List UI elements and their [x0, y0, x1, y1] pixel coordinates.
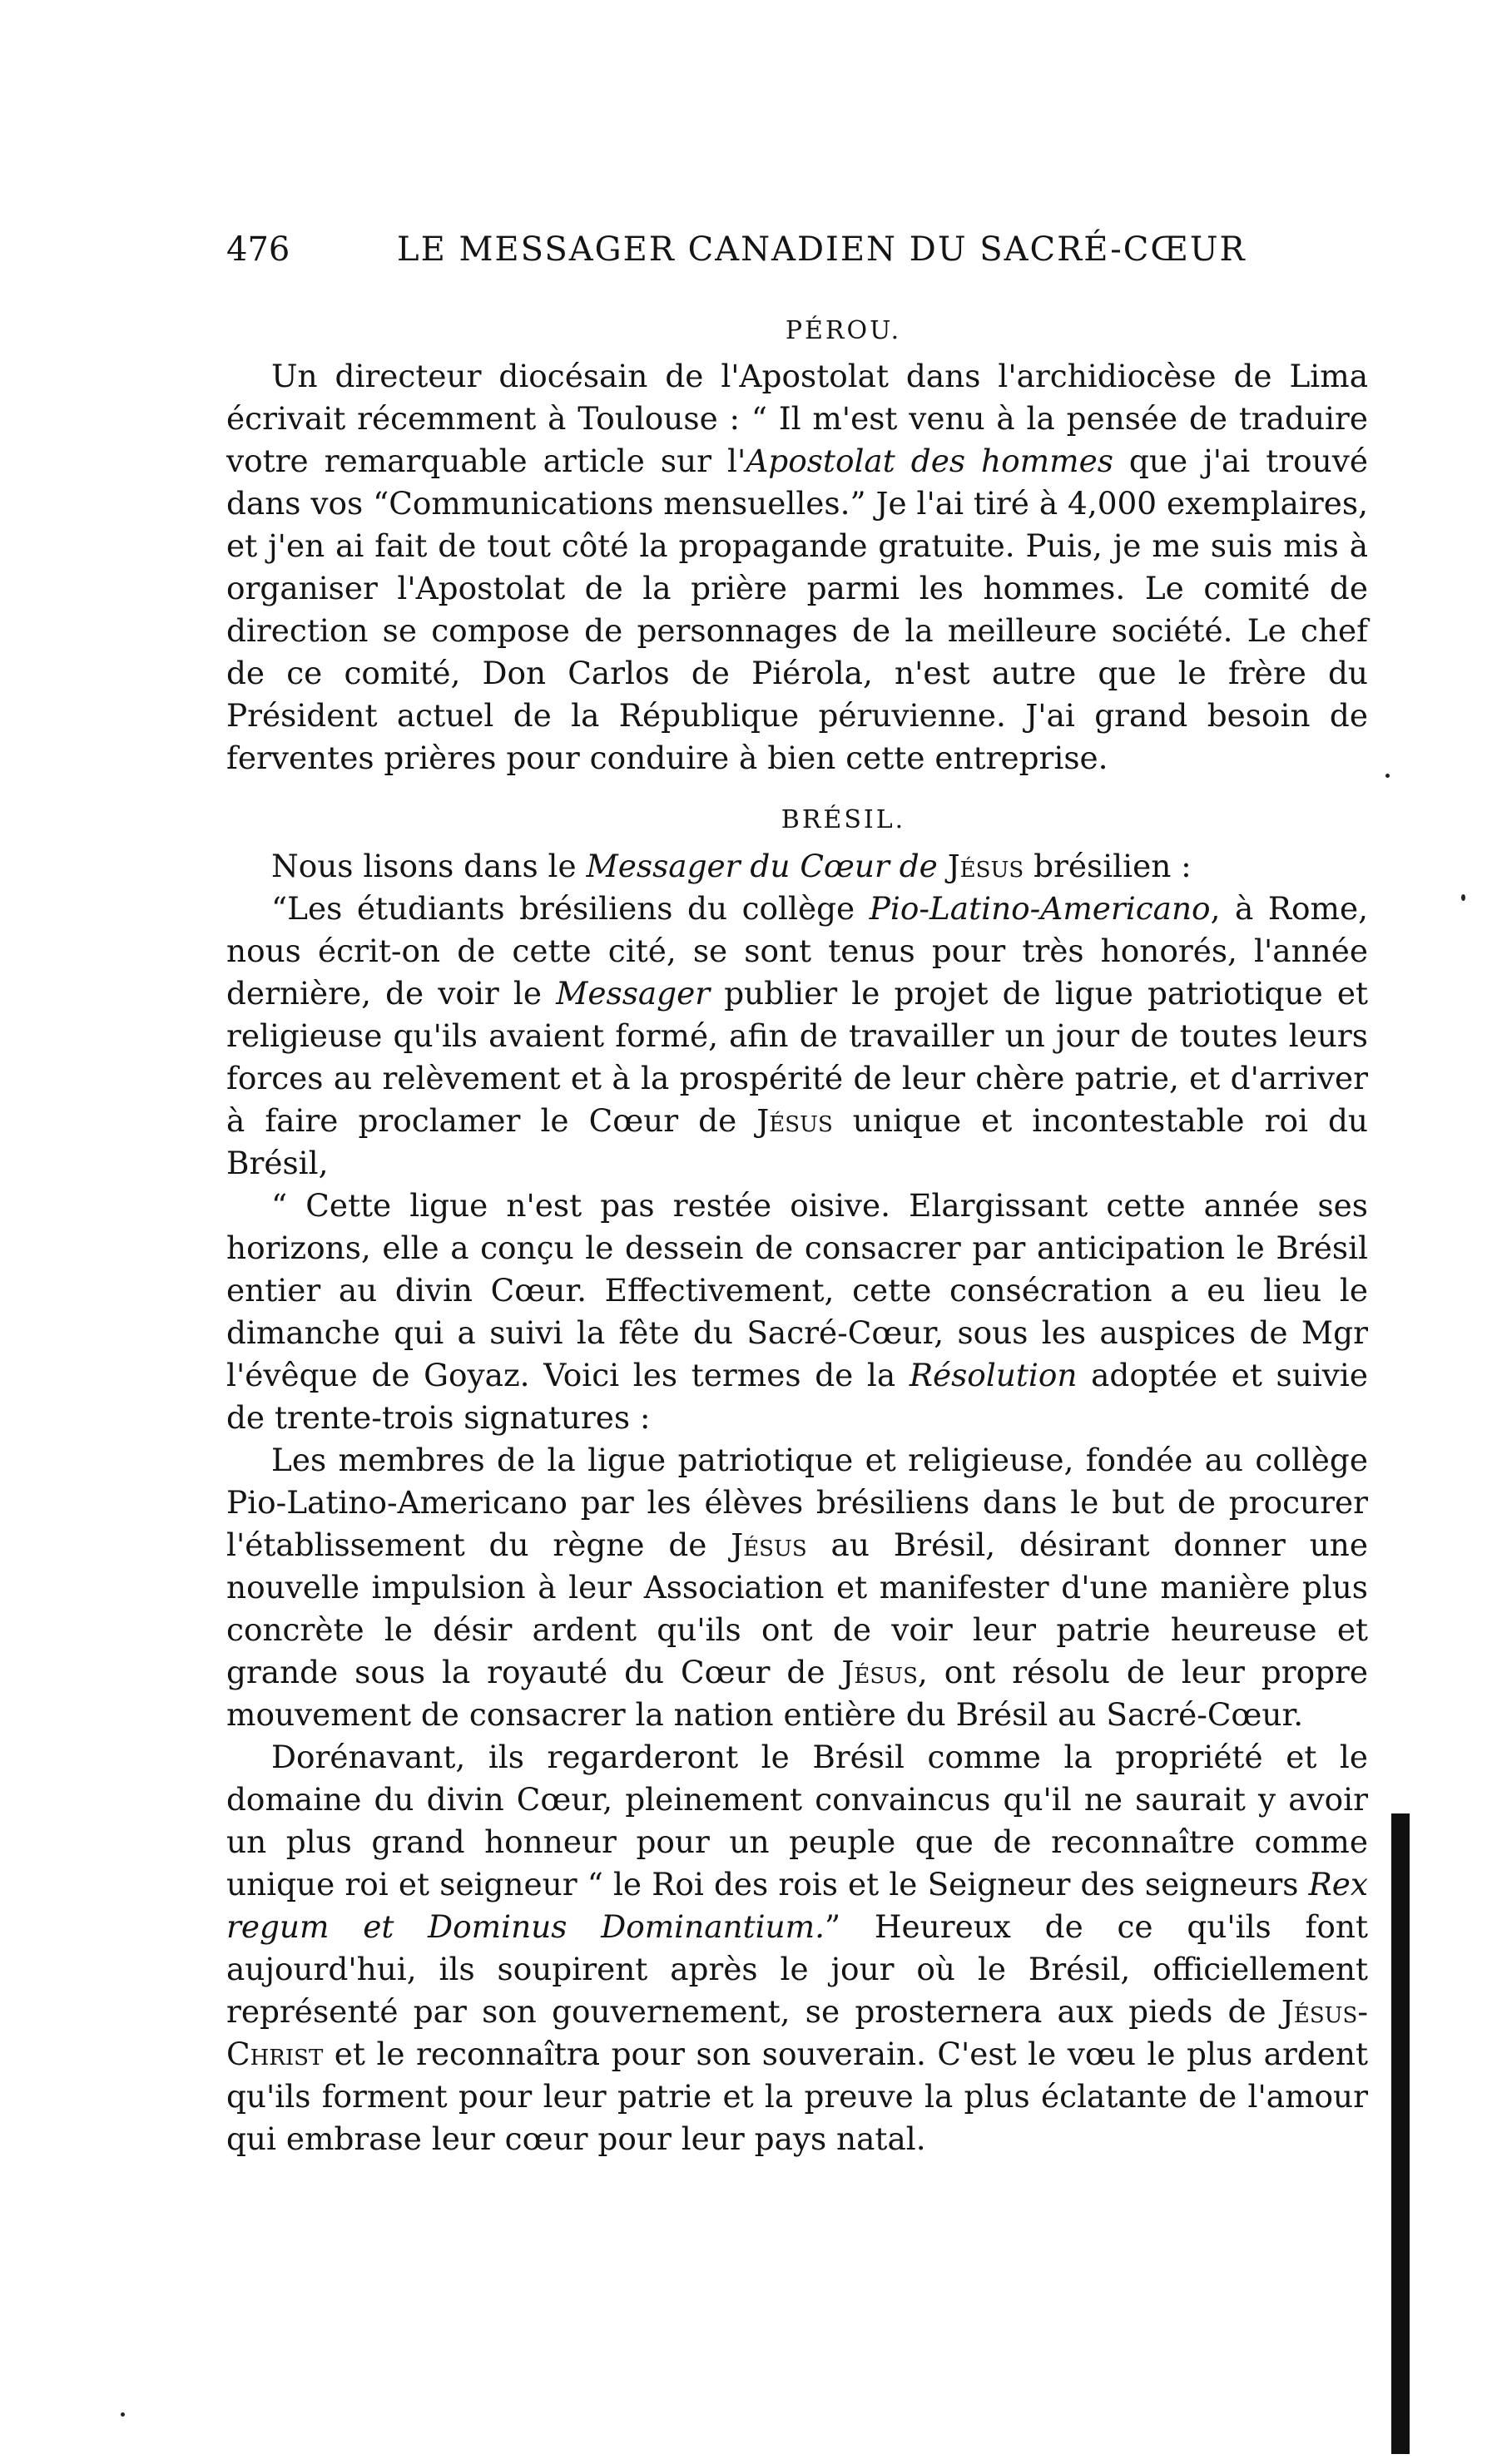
page-number: 476: [226, 230, 290, 269]
running-title: LE MESSAGER CANADIEN DU SACRÉ-CŒUR: [397, 230, 1247, 269]
section-title-bresil: BRÉSIL.: [781, 805, 906, 834]
paragraph: “Les étudiants brésiliens du collège Pio-Latino-Americano, à Rome, nous écrit-on de cette cité, se sont tenus pour très honorés, l'année dernière, de voir le Messager publier le projet de ligue patriotique et religieuse qu'ils avaient formé, afin de travailler un jour de toutes leurs forces au relèvement et à la prospérité de leur chère patrie, et d'arriver à faire proclamer le Cœur de Jésus unique et incontestable roi du Brésil,: [226, 890, 1368, 1181]
paragraph: “ Cette ligue n'est pas restée oisive. Elargissant cette année ses horizons, elle a conçu le dessein de consacrer par anticipation le Brésil entier au divin Cœur. Effectivement, cette consécration a eu lieu le dimanche qui a suivi la fête du Sacré-Cœur, sous les auspices de Mgr l'évêque de Goyaz. Voici les termes de la Résolution adoptée et suivie de trente-trois signatures :: [226, 1187, 1368, 1436]
paragraph: Les membres de la ligue patriotique et religieuse, fondée au collège Pio-Latino-Americano par les élèves brésiliens dans le but de procurer l'établissement du règne de Jésus au Brésil, désirant donner une nouvelle impulsion à leur Association et manifester d'une manière plus concrète le désir ardent qu'ils ont de voir leur patrie heureuse et grande sous la royauté du Cœur de Jésus, ont résolu de leur propre mouvement de consacrer la nation entière du Brésil au Sacré-Cœur.: [226, 1442, 1369, 1733]
paragraph: Dorénavant, ils regarderont le Brésil comme la propriété et le domaine du divin Cœur, pleinement convaincus qu'il ne saurait y avoir un plus grand honneur pour un peuple que de reconnaître comme unique roi et seigneur “ le Roi des rois et le Seigneur des seigneurs Rex regum et Dominus Dominantium.” Heureux de ce qu'ils font aujourd'hui, ils soupirent après le jour où le Brésil, officiellement représenté par son gouvernement, se prosternera aux pieds de Jésus-Christ et le reconnaîtra pour son souverain. C'est le vœu le plus ardent qu'ils forment pour leur patrie et la preuve la plus éclatante de l'amour qui embrase leur cœur pour leur pays natal.: [226, 1739, 1368, 2157]
scan-speck: [1461, 894, 1465, 901]
paragraph: Un directeur diocésain de l'Apostolat dans l'archidiocèse de Lima écrivait récemment à Toulouse : “ Il m'est venu à la pensée de traduire votre remarquable article sur l'Apostolat des hommes que j'ai trouvé dans vos “Communications mensuelles.” Je l'ai tiré à 4,000 exemplaires, et j'en ai fait de tout côté la propagande gratuite. Puis, je me suis mis à organiser l'Apostolat de la prière parmi les hommes. Le comité de direction se compose de personnages de la meilleure société. Le chef de ce comité, Don Carlos de Piérola, n'est autre que le frère du Président actuel de la République péruvienne. J'ai grand besoin de ferventes prières pour conduire à bien cette entreprise.: [226, 358, 1368, 776]
section-bresil: [226, 845, 1368, 2160]
scan-edge-shadow: [1391, 1813, 1410, 2454]
section-title-perou: PÉROU.: [785, 316, 902, 345]
paragraph: Nous lisons dans le Messager du Cœur de Jésus brésilien :: [271, 848, 1192, 884]
section-perou: [226, 355, 1368, 779]
scan-speck: [121, 2412, 125, 2417]
scan-speck: [1385, 774, 1390, 778]
